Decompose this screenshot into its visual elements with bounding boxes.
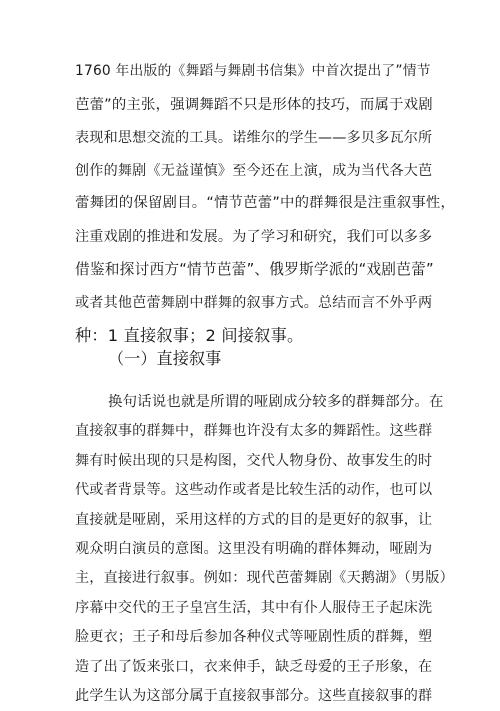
paragraph1-line-8: 或者其他芭蕾舞剧中群舞的叙事方式。总结而言不外乎两 (75, 295, 433, 311)
paragraph2-line-10: 造了出了饭来张口，衣来伸手，缺乏母爱的王子形象，在 (75, 658, 433, 675)
paragraph2-line-2: 直接叙事的群舞中，群舞也许没有太多的舞蹈性。这些群 (75, 423, 433, 440)
paragraph2-line-4: 代或者背景等。这些动作或者是比较生活的动作，也可以 (75, 482, 433, 499)
section-heading: （一）直接叙事 (108, 349, 222, 368)
paragraph1-line-1: 1760 年出版的《舞蹈与舞剧书信集》中首次提出了”情节 (75, 63, 431, 79)
paragraph1-line-9: 种：1 直接叙事；2 间接叙事。 (75, 326, 304, 345)
paragraph1-line-6: 注重戏剧的推进和发展。为了学习和研究，我们可以多多 (75, 229, 433, 245)
paragraph2-line-3: 舞有时候出现的只是构图，交代人物身份、故事发生的时 (75, 452, 433, 469)
paragraph2-line-1: 换句话说也就是所谓的哑剧成分较多的群舞部分。在 (108, 394, 444, 410)
paragraph2-line-6: 观众明白演员的意图。这里没有明确的群体舞动，哑剧为 (75, 541, 433, 557)
paragraph2-line-9: 脸更衣；王子和母后参加各种仪式等哑剧性质的群舞，塑 (75, 629, 433, 646)
paragraph2-line-7: 主，直接进行叙事。例如：现代芭蕾舞剧《天鹅湖》（男版） (75, 570, 454, 587)
paragraph2-line-8: 序幕中交代的王子皇宫生活，其中有仆人服侍王子起床洗 (75, 599, 433, 616)
paragraph1-line-4: 创作的舞剧《无益谨慎》至今还在上演，成为当代各大芭 (75, 163, 433, 179)
paragraph1-line-7: 借鉴和探讨西方“情节芭蕾”、俄罗斯学派的“戏剧芭蕾” (75, 261, 434, 278)
paragraph1-line-2: 芭蕾”的主张，强调舞蹈不只是形体的技巧，而属于戏剧 (75, 97, 433, 113)
paragraph2-line-5: 直接就是哑剧，采用这样的方式的目的是更好的叙事，让 (75, 511, 433, 528)
paragraph1-line-3: 表现和思想交流的工具。诺维尔的学生——多贝多瓦尔所 (75, 130, 433, 146)
paragraph2-line-11: 此学生认为这部分属于直接叙事部分。这些直接叙事的群 (75, 688, 433, 704)
paragraph1-line-5: 蕾舞团的保留剧目。“情节芭蕾”中的群舞很是注重叙事性， (75, 195, 456, 211)
